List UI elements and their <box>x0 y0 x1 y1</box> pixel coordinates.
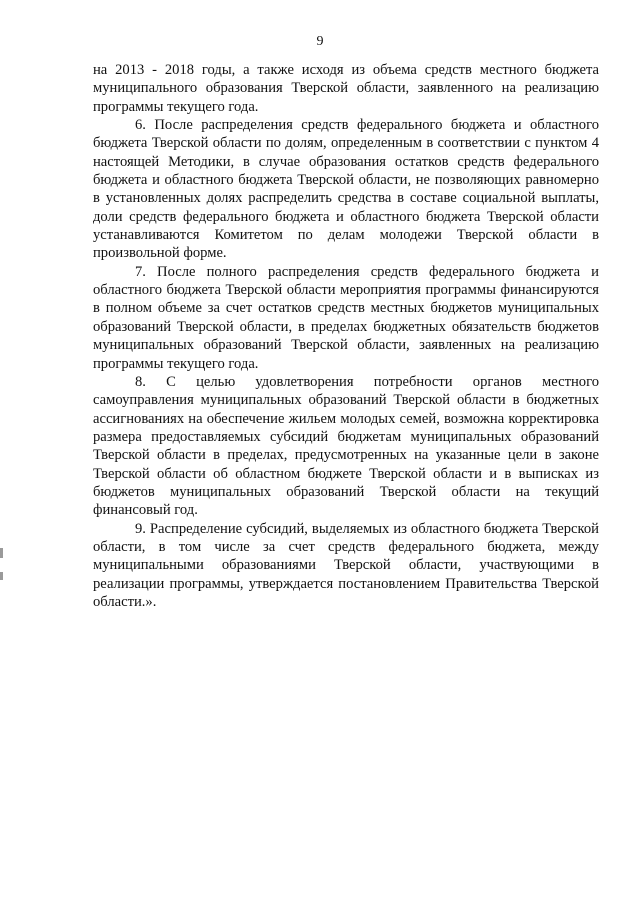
paragraph-6: 6. После распределения средств федерального бюджета и областного бюджета Тверской области по долям, определенным в соответствии с пунктом 4 настоящей Методики, в случае образования остатков средств федерального бюджета и областного бюджета Тверской области, не позволяющих равномерно в установленных долях распределить средства в составе социальной выплаты, доли средств федерального бюджета и областного бюджета Тверской области устанавливаются Комитетом по делам молодежи Тверской области в произвольной форме. <box>93 117 599 262</box>
paragraph-9: 9. Распределение субсидий, выделяемых из областного бюджета Тверской области, в том числе за счет средств федерального бюджета, между муниципальными образованиями Тверской области, участвующими в реализации программы, утверждается постановлением Правительства Тверской области.». <box>93 520 599 610</box>
scan-edge-mark <box>0 548 3 558</box>
paragraph-continuation: на 2013 - 2018 годы, а также исходя из объема средств местного бюджета муниципального образования Тверской области, заявленного на реализацию программы текущего года. <box>93 62 599 115</box>
page-number: 9 <box>316 34 324 49</box>
document-body <box>93 61 599 611</box>
scan-edge-mark <box>0 572 3 580</box>
paragraph-7: 7. После полного распределения средств федерального бюджета и областного бюджета Тверской области мероприятия программы финансируются в полном объеме за счет остатков средств местных бюджетов муниципальных образований Тверской области, в пределах бюджетных обязательств бюджетов муниципальных образований Тверской области, заявленных на реализацию программы текущего года. <box>93 263 599 372</box>
paragraph-8: 8. С целью удовлетворения потребности органов местного самоуправления муниципальных образований Тверской области в бюджетных ассигнованиях на обеспечение жильем молодых семей, возможна корректировка размера предоставляемых субсидий бюджетам муниципальных образований Тверской области в пределах, предусмотренных на указанные цели в законе Тверской области об областном бюджете Тверской области и в выписках из бюджетов муниципальных образований Тверской области на текущий финансовый год. <box>93 373 599 519</box>
